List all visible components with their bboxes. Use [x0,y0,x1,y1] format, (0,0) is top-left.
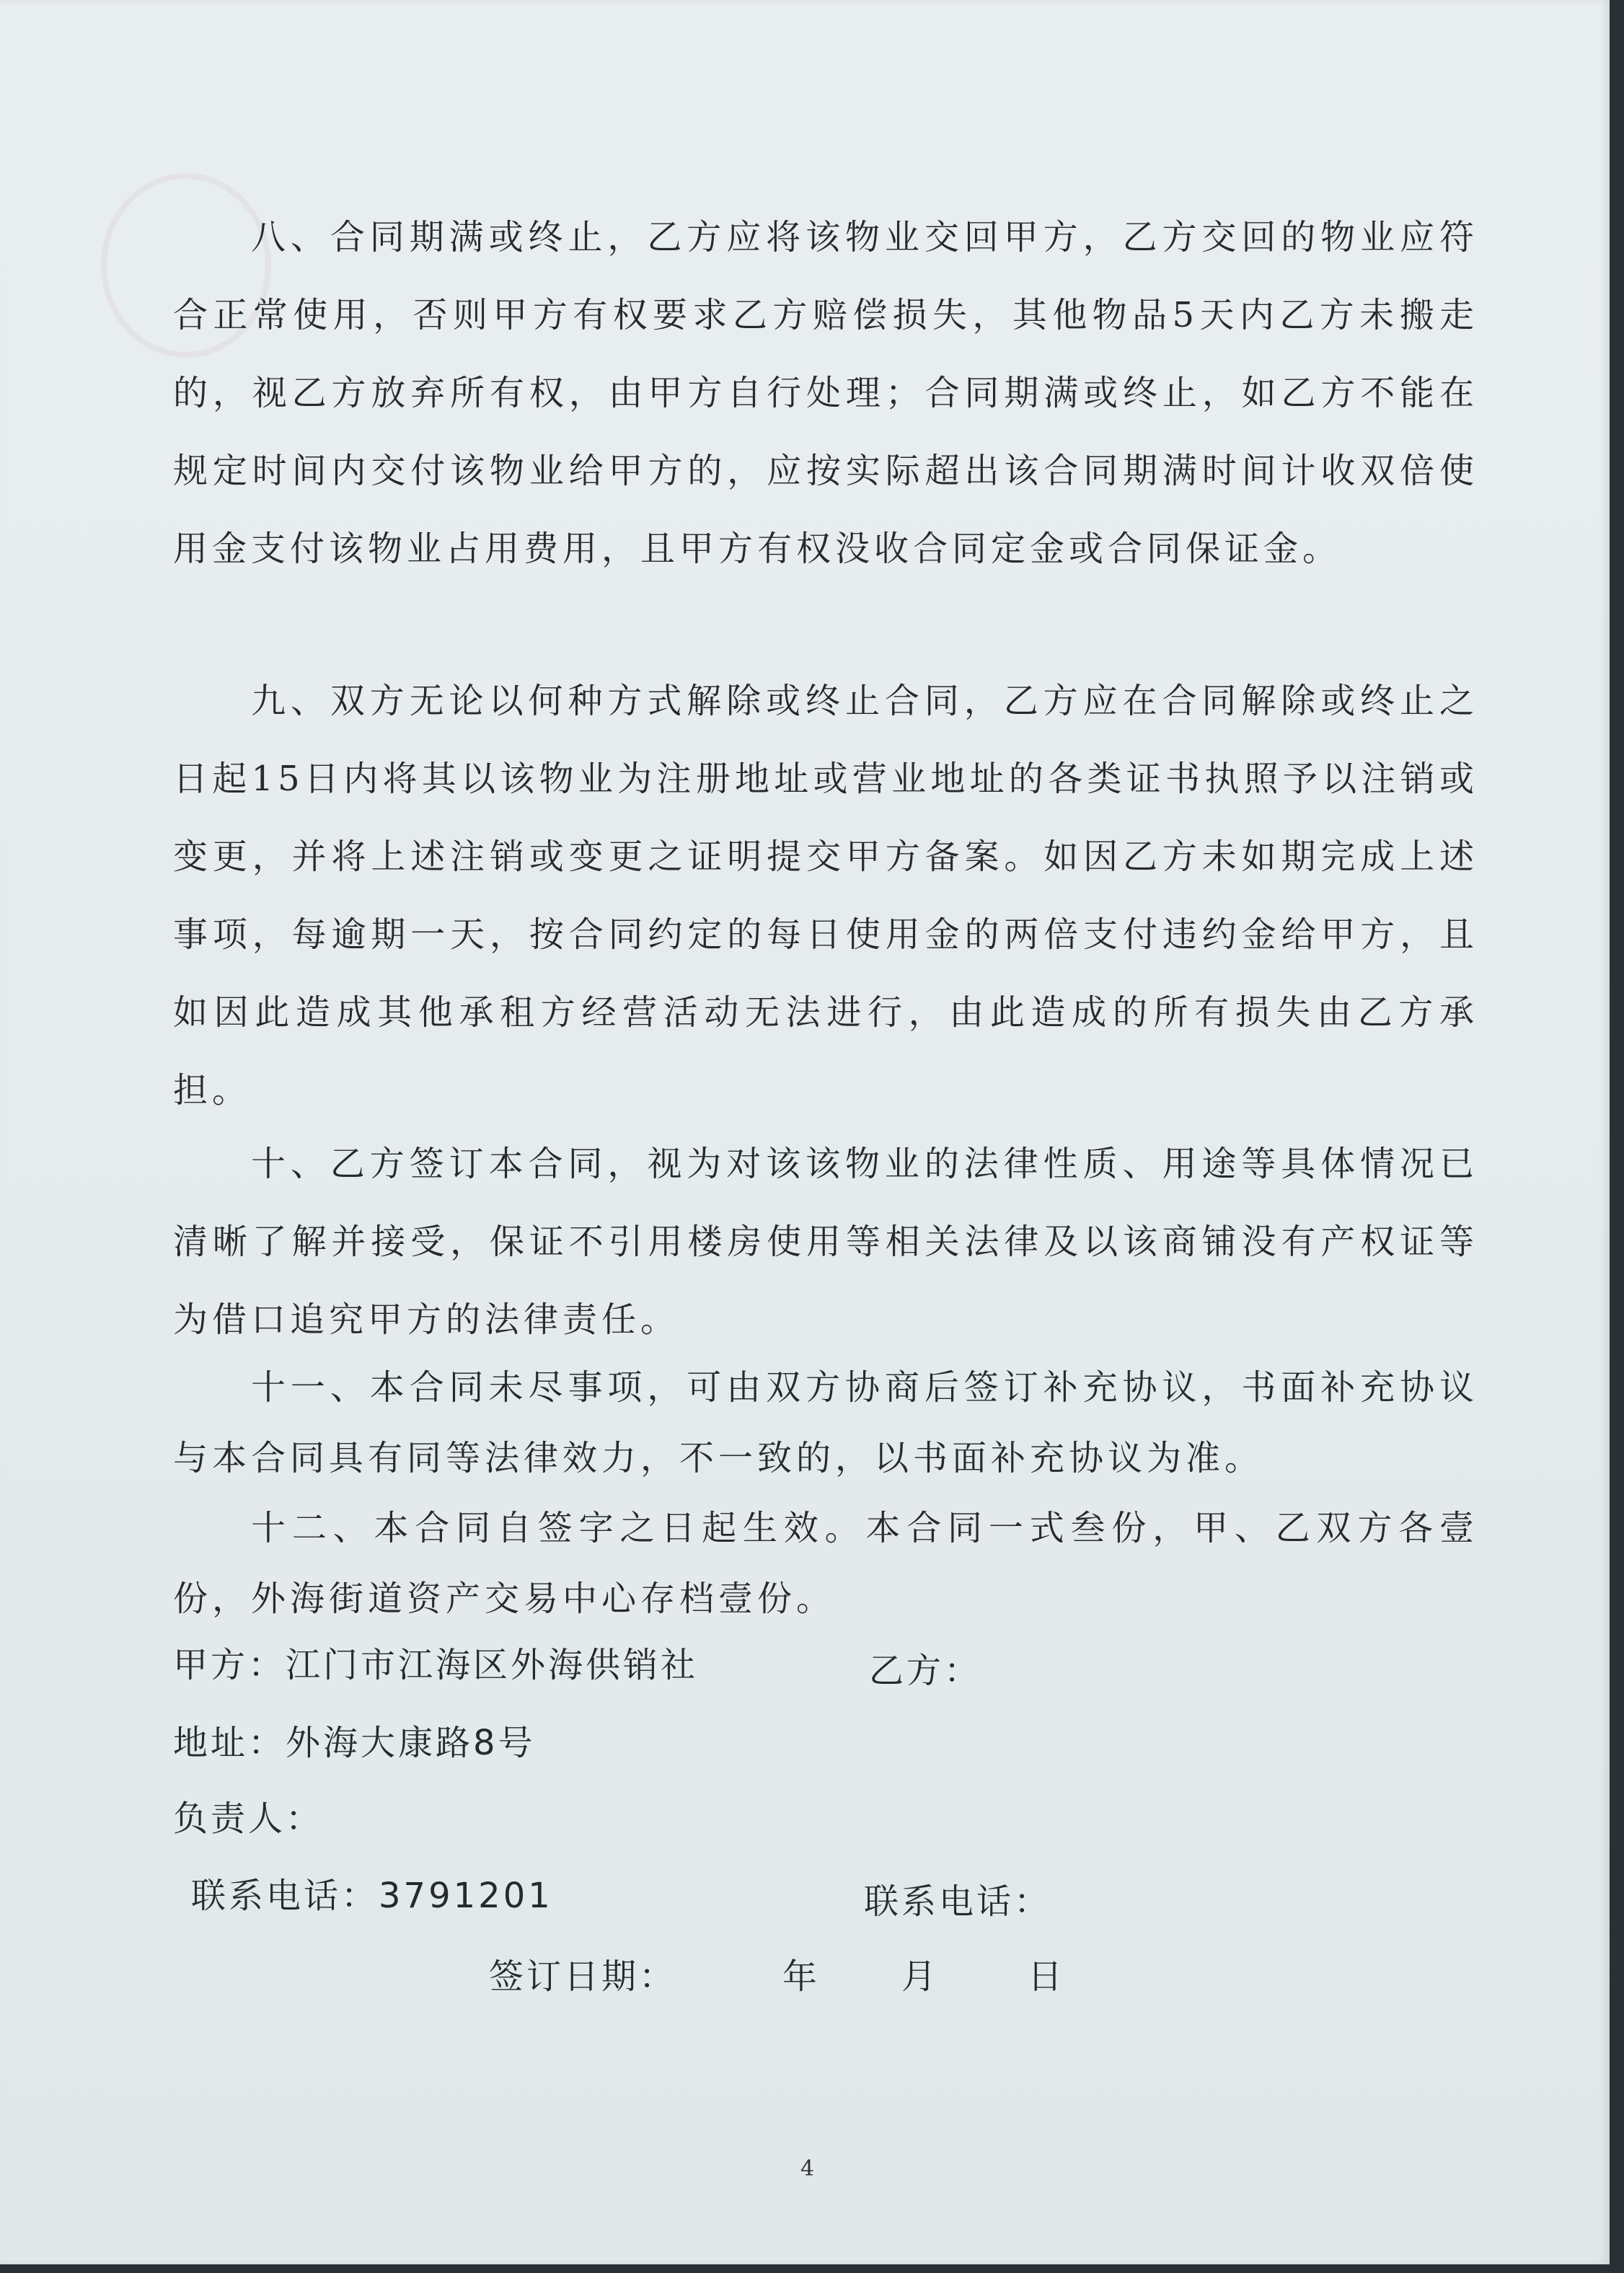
clause-12 [173,1493,1478,1634]
party-a-address: 地址：外海大康路8号 [173,1723,536,1763]
clause-11-text: 十一、本合同未尽事项，可由双方协商后签订补充协议，书面补充协议与本合同具有同等法律效力，不一致的，以书面补充协议为准。 [173,1367,1478,1478]
clause-8 [173,198,1478,588]
party-b-name: 乙方： [869,1651,982,1691]
party-b-phone: 联系电话： [864,1881,1052,1922]
clause-9 [173,662,1478,1129]
clause-8-text: 八、合同期满或终止，乙方应将该物业交回甲方，乙方交回的物业应符合正常使用，否则甲方有权要求乙方赔偿损失，其他物品5天内乙方未搬走的，视乙方放弃所有权，由甲方自行处理；合同期满或终止，如乙方不能在规定时间内交付该物业给甲方的，应按实际超出该合同期满时间计收双倍使用金支付该物业占用费用，且甲方有权没收合同定金或合同保证金。 [173,217,1478,569]
scan-edge-right [1610,0,1624,2273]
party-a-name: 甲方：江门市江海区外海供销社 [173,1645,699,1685]
date-year: 年 [782,1956,821,1997]
scan-edge-bottom [0,2264,1624,2273]
clause-12-text: 十二、本合同自签字之日起生效。本合同一式叁份，甲、乙双方各壹份，外海街道资产交易中心存档壹份。 [173,1508,1478,1619]
responsible-person: 负责人： [173,1798,324,1839]
date-month: 月 [901,1956,940,1997]
date-day: 日 [1028,1956,1066,1997]
clause-10-text: 十、乙方签订本合同，视为对该该物业的法律性质、用途等具体情况已清晰了解并接受，保证不引用楼房使用等相关法律及以该商铺没有产权证等为借口追究甲方的法律责任。 [173,1144,1478,1340]
signing-date-label: 签订日期： [489,1956,677,1997]
page-number: 4 [800,2156,815,2181]
clause-10 [173,1125,1478,1359]
clause-9-text: 九、双方无论以何种方式解除或终止合同，乙方应在合同解除或终止之日起15日内将其以该物业为注册地址或营业地址的各类证书执照予以注销或变更，并将上述注销或变更之证明提交甲方备案。如因乙方未如期完成上述事项，每逾期一天，按合同约定的每日使用金的两倍支付违约金给甲方，且如因此造成其他承租方经营活动无法进行，由此造成的所有损失由乙方承担。 [173,681,1478,1111]
clause-11 [173,1352,1478,1493]
party-a-phone: 联系电话：3791201 [191,1876,553,1916]
